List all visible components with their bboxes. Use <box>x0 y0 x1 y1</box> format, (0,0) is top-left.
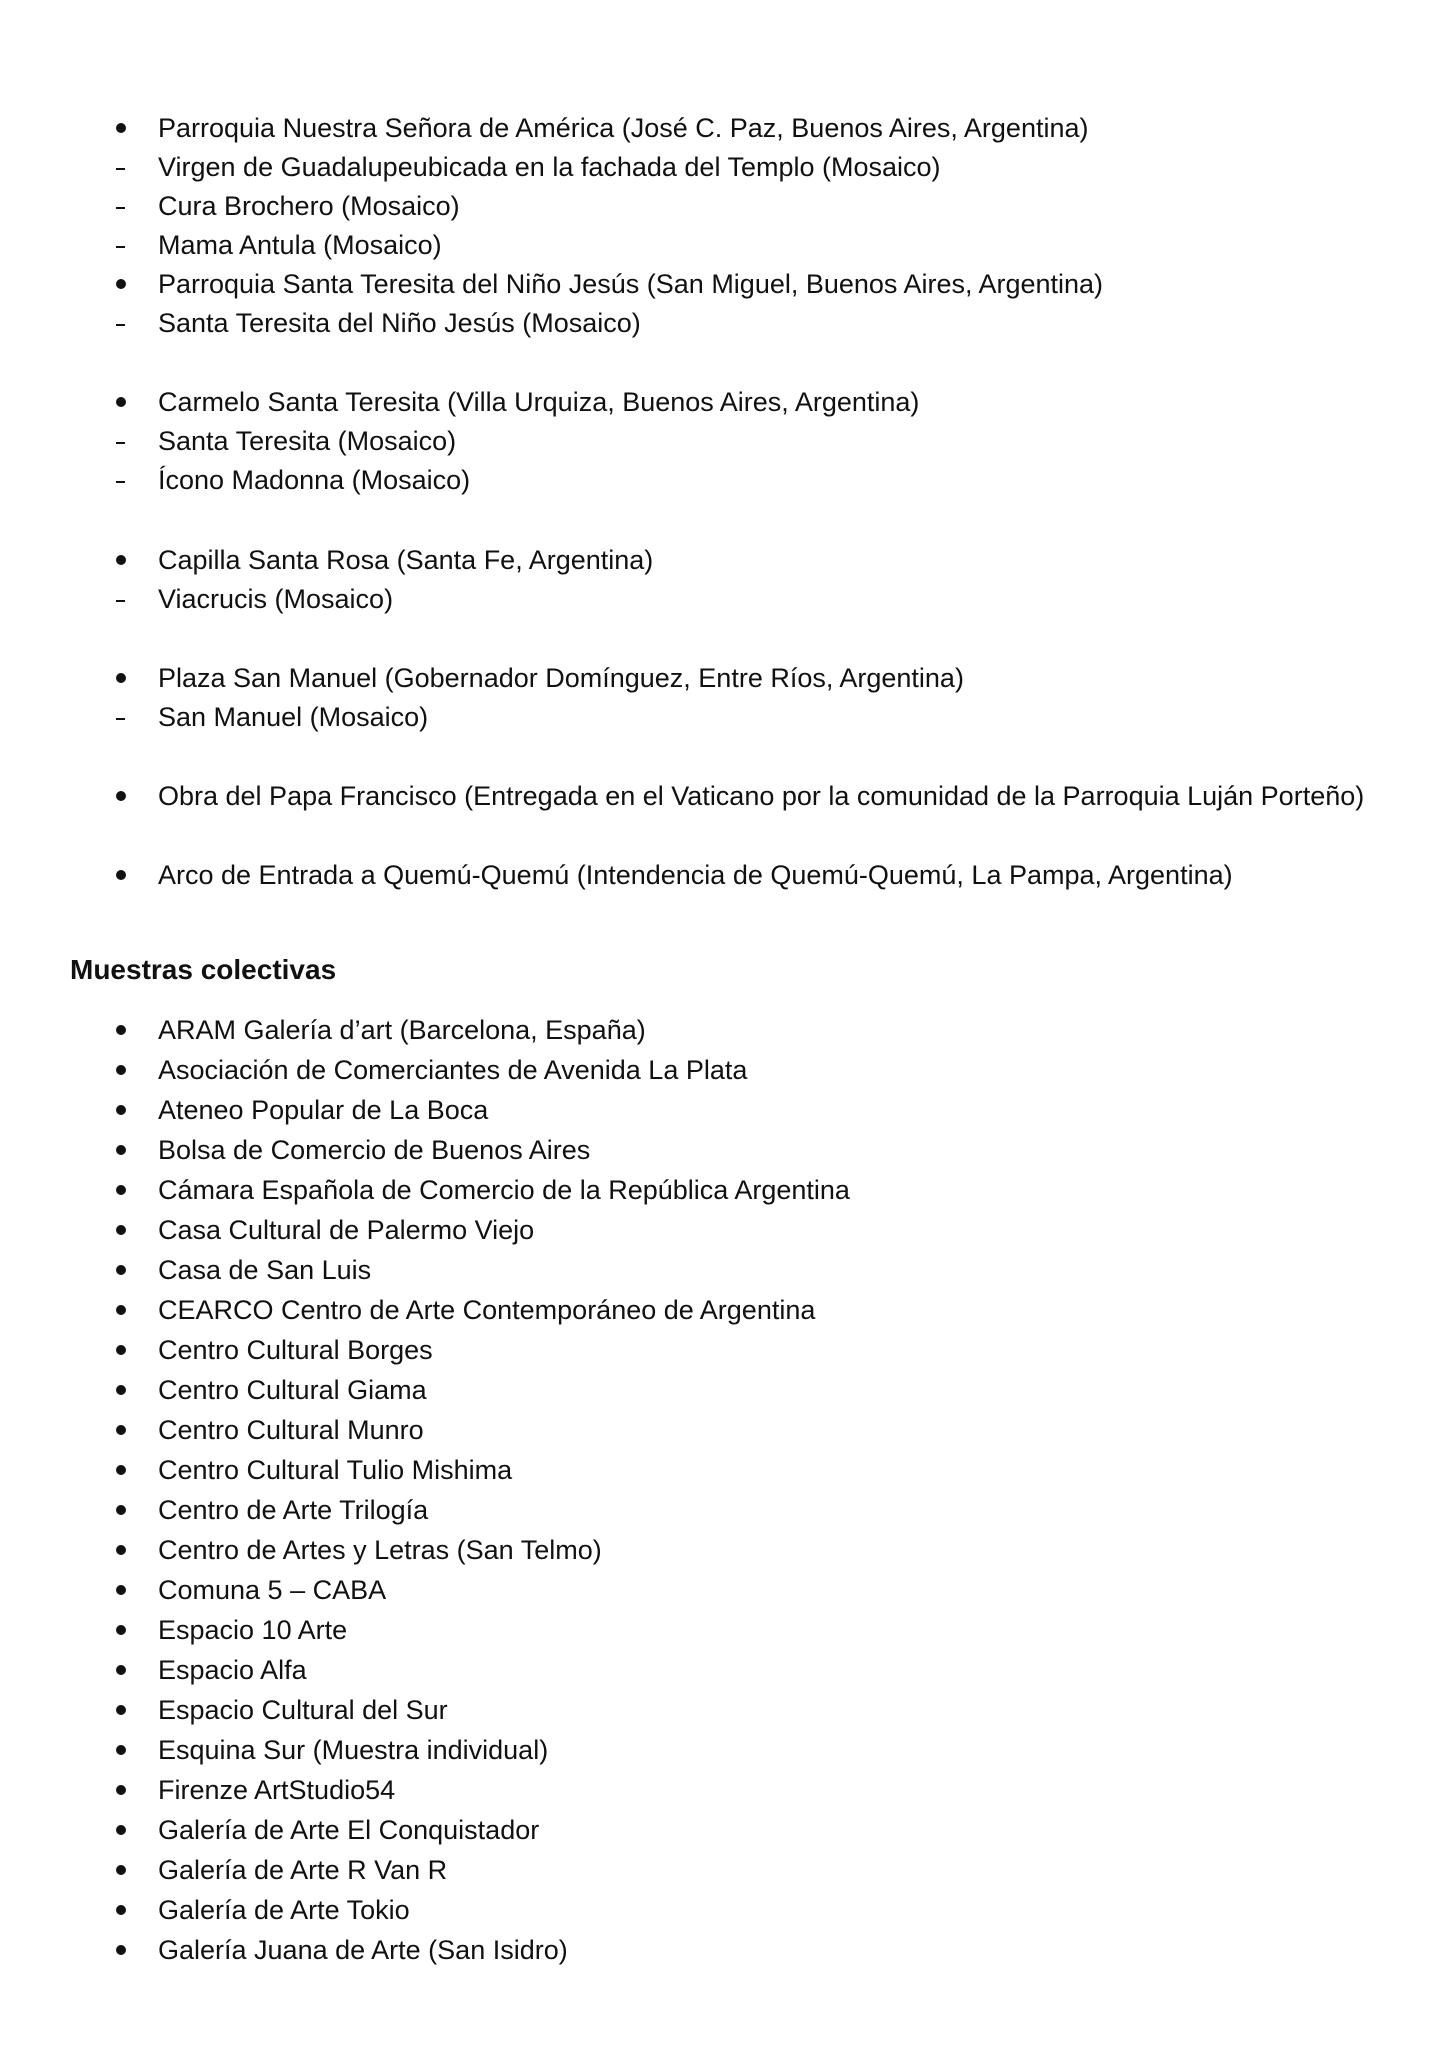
list-item-text: Parroquia Nuestra Señora de América (José C. Paz, Buenos Aires, Argentina) <box>158 113 1089 143</box>
list-item-text: Ateneo Popular de La Boca <box>158 1095 489 1125</box>
bullet-icon <box>112 658 152 698</box>
list-item-text: ARAM Galería d’art (Barcelona, España) <box>158 1015 646 1045</box>
bullet-icon <box>112 1570 152 1610</box>
list-item-text: Galería Juana de Arte (San Isidro) <box>158 1935 568 1965</box>
list-item-text: Arco de Entrada a Quemú-Quemú (Intendencia de Quemú-Quemú, La Pampa, Argentina) <box>158 860 1233 890</box>
list-item-text: Bolsa de Comercio de Buenos Aires <box>158 1135 591 1165</box>
bullet-icon <box>112 1250 152 1290</box>
bullet-icon <box>112 1010 152 1050</box>
list-item-text: Esquina Sur (Muestra individual) <box>158 1735 549 1765</box>
bullet-icon <box>112 855 152 895</box>
dash-icon <box>112 579 152 619</box>
list-item-text: Viacrucis (Mosaico) <box>158 584 394 614</box>
bullet-icon <box>112 1050 152 1090</box>
list-item-text: Centro de Arte Trilogía <box>158 1495 429 1525</box>
bullet-icon <box>112 1650 152 1690</box>
list-item-text: Espacio Cultural del Sur <box>158 1695 448 1725</box>
list-item-text: Obra del Papa Francisco (Entregada en el Vaticano por la comunidad de la Parroquia Luján Porteño) <box>158 781 1365 811</box>
bullet-icon <box>112 1410 152 1450</box>
list-item-text: Casa Cultural de Palermo Viejo <box>158 1215 535 1245</box>
list-item-text: Virgen de Guadalupeubicada en la fachada del Templo (Mosaico) <box>158 152 941 182</box>
dash-icon <box>112 147 152 187</box>
bullet-icon <box>112 776 152 816</box>
bullet-icon <box>112 1370 152 1410</box>
bullet-icon <box>112 1730 152 1770</box>
list-item-text: Galería de Arte El Conquistador <box>158 1815 540 1845</box>
list-item-text: Mama Antula (Mosaico) <box>158 230 442 260</box>
bullet-icon <box>112 264 152 304</box>
list-item-text: Centro Cultural Giama <box>158 1375 427 1405</box>
list-item-text: Centro Cultural Tulio Mishima <box>158 1455 513 1485</box>
bullet-icon <box>112 1810 152 1850</box>
bullet-icon <box>112 1290 152 1330</box>
list-item-text: CEARCO Centro de Arte Contemporáneo de Argentina <box>158 1295 816 1325</box>
bullet-icon <box>112 1770 152 1810</box>
list-item-text: Espacio 10 Arte <box>158 1615 348 1645</box>
list-item-text: Galería de Arte R Van R <box>158 1855 448 1885</box>
bullet-icon <box>112 1130 152 1170</box>
bullet-icon <box>112 1210 152 1250</box>
section-heading: Muestras colectivas <box>70 954 337 985</box>
bullet-icon <box>112 1530 152 1570</box>
list-item-text: Capilla Santa Rosa (Santa Fe, Argentina) <box>158 545 654 575</box>
bullet-icon <box>112 540 152 580</box>
list-item-text: Firenze ArtStudio54 <box>158 1775 396 1805</box>
bullet-icon <box>112 1610 152 1650</box>
dash-icon <box>112 186 152 226</box>
dash-icon <box>112 225 152 265</box>
bullet-icon <box>112 108 152 148</box>
bullet-icon <box>112 1890 152 1930</box>
list-item-text: Santa Teresita (Mosaico) <box>158 426 457 456</box>
bullet-icon <box>112 1330 152 1370</box>
list-item-text: San Manuel (Mosaico) <box>158 702 429 732</box>
list-item-text: Parroquia Santa Teresita del Niño Jesús (San Miguel, Buenos Aires, Argentina) <box>158 269 1104 299</box>
dash-icon <box>112 421 152 461</box>
list-item-text: Centro Cultural Borges <box>158 1335 433 1365</box>
bullet-icon <box>112 382 152 422</box>
dash-icon <box>112 303 152 343</box>
list-item-text: Cura Brochero (Mosaico) <box>158 191 460 221</box>
bullet-icon <box>112 1490 152 1530</box>
list-item-text: Centro de Artes y Letras (San Telmo) <box>158 1535 602 1565</box>
list-item-text: Galería de Arte Tokio <box>158 1895 410 1925</box>
dash-icon <box>112 697 152 737</box>
list-item-text: Centro Cultural Munro <box>158 1415 424 1445</box>
list-item-text: Casa de San Luis <box>158 1255 372 1285</box>
list-item-text: Cámara Española de Comercio de la República Argentina <box>158 1175 850 1205</box>
list-item-text: Plaza San Manuel (Gobernador Domínguez, Entre Ríos, Argentina) <box>158 663 964 693</box>
list-item-text: Asociación de Comerciantes de Avenida La Plata <box>158 1055 748 1085</box>
list-item-text: Espacio Alfa <box>158 1655 307 1685</box>
bullet-icon <box>112 1170 152 1210</box>
bullet-icon <box>112 1850 152 1890</box>
bullet-icon <box>112 1090 152 1130</box>
list-item-text: Santa Teresita del Niño Jesús (Mosaico) <box>158 308 641 338</box>
list-item-text: Carmelo Santa Teresita (Villa Urquiza, Buenos Aires, Argentina) <box>158 387 920 417</box>
bullet-icon <box>112 1690 152 1730</box>
dash-icon <box>112 460 152 500</box>
bullet-icon <box>112 1930 152 1970</box>
list-item-text: Comuna 5 – CABA <box>158 1575 387 1605</box>
bullet-icon <box>112 1450 152 1490</box>
list-item-text: Ícono Madonna (Mosaico) <box>158 465 471 495</box>
